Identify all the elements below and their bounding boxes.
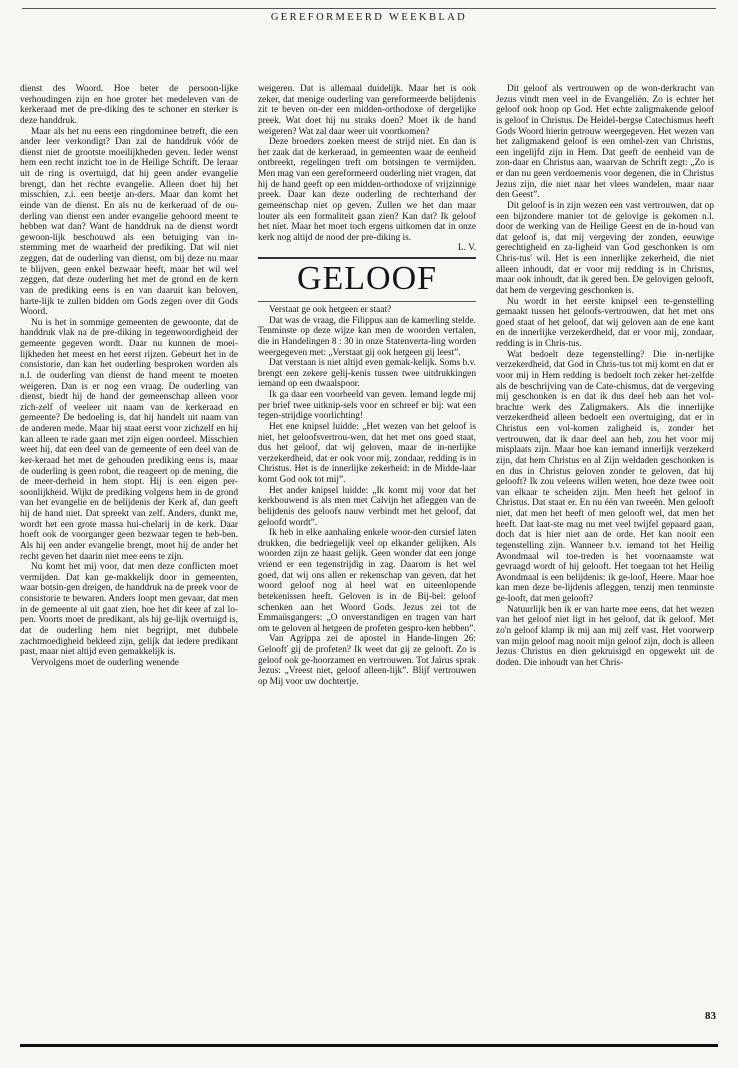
paragraph: Ik heb in elke aanhaling enkele woor-den cursief laten drukken, die bedriegelijk veel op elkander gelijken. Als woorden zijn ze haast gelijk. Geen wonder dat een jonge vriend er een tegenstrijdig in zag. Daarom is het wel goed, dat wij ons allen er rekenschap van geven, dat het woord geloof nog al heel wat en uiteenlopende betekenissen heeft. Geloven is in de Bij-bel: geloof schenken aan het Woord Gods. Jezus zei tot de Emmaüsgangers: „O onverstandigen en tragen van hart om te geloven al hetgeen de profeten gespro-ken hebben”. [258, 528, 476, 634]
paragraph: Ik ga daar een voorbeeld van geven. Iemand legde mij per brief twee uitknip-sels voor en schreef er bij: wat een tegen-strijdige voorlichting! [258, 390, 476, 422]
paragraph: Wat bedoelt deze tegenstelling? Die in-nerlijke verzekerdheid, dat God in Chris-tus tot mij komt en dat er voor mij in Hem redding is bedoelt toch zeker het-zelfde als de beschrijving van de Cate-chismus, dat de vergeving mij geschonken is en dat ik dus deel heb aan het vol-brachte werk des Zaligmakers. Als die innerlijke verzekerdheid alleen bedoelt een overtuiging, dat er in Christus een vol-komen zaligheid is, zonder het vertrouwen, dat ik daar deel aan heb, zou het voor mij misplaats zijn. Maar hoe kan iemand innerlijk verzekerd zijn, dat hem Christus en al Zijn weldaden geschonken is en dus in Christus geloven zonder te geloven, dat hij gelooft? Ik zou veleens willen weten, hoe deze twee ooit van elkaar te scheiden zijn. Men heeft het geloof in Christus. Dat staat er. En nu één van tweeën. Men gelooft niet, dat men het heeft of men gelooft wel, dat men het heeft. Dat laat-ste mag nu met veel twijfel gepaard gaan, doch dat is hier niet aan de orde. Het kan nooit een tegenstelling zijn. Wanneer b.v. iemand tot het Heilig Avondmaal wil toe-treden is het voornaamste wat gevraagd wordt of hij gelooft. Het toegaan tot het Heilig Avondmaal is een belijdenis: ik ge-loof, Heere. Maar hoe kan men deze be-lijdenis afleggen, tenzij men tenminste ge-looft, dat men gelooft? [496, 349, 714, 604]
paragraph: Van Agrippa zei de apostel in Hande-lingen 26: Geloofť gij de profeten? Ik weet dat gij ze gelooft. Zo is geloof ook ge-hoorzamen en vertrouwen. Tot Jaïrus sprak Jezus: „Vreest niet, geloof alleen-lijk”. Blijf vertrouwen op Mij voor uw dochtertje. [258, 634, 476, 687]
paragraph: Het ander knipsel luidde: „Ik komt mij voor dat het kerkbouwend is als men met Calvijn het afleggen van de belijdenis des geloofs nauw verbindt met het geloof, dat geloofd wordt”. [258, 485, 476, 528]
page-number: 83 [705, 1010, 716, 1022]
paragraph: Dit geloof is in zijn wezen een vast vertrouwen, dat op een bijzondere manier tot de gelovige is gekomen n.l. door de werking van de Heilige Geest en de in-houd van dat geloof is, dat mij vergeving der zonden, eeuwige gerechtigheid en za-ligheid van God geschonken is om Chris-tus' wil. Het is een innerlijke zekerheid, die niet alleen inhoudt, dat er voor mij redding is in Christus, maar ook inhoudt, dat ik gered ben. De gelovigen gelooft, dat hem de vergeving geschonken is. [496, 200, 714, 296]
running-header: GEREFORMEERD WEEKBLAD [270, 12, 468, 23]
column-2 [258, 84, 476, 688]
paragraph: Dat was de vraag, die Filippus aan de kamerling stelde. Tenminste op deze wijze kan men de woorden vertalen, die in Handelingen 8 : 30 in onze Statenverta-ling worden weergegeven met: „Verstaat gij ook hetgeen gij leest”. [258, 315, 476, 358]
paragraph: Dat verstaan is niet altijd even gemak-kelijk. Soms b.v. brengt een zekere gelij-kenis tussen twee uitdrukkingen iemand op een dwaalspoor. [258, 358, 476, 390]
paragraph: Nu wordt in het eerste knipsel een te-genstelling gemaakt tussen het geloofs-vertrouwen, dat het met ons goed staat of het geloof, dat wij geloven aan de ene kant en de innerlijke verzekerdheid, dat er voor mij, zondaar, redding is in Chris-tus. [496, 296, 714, 349]
paragraph: Deze broeders zoeken meest de strijd niet. En dan is het zaak dat de kerkeraad, in gemeenten waar de eenheid ontbreekt, regelingen treft om botsingen te vermijden. Men mag van een gereformeerd ouderling niet vragen, dat hij de hand geeft op een midden-orthodoxe of vrijzinnige preek. Daar kan deze ouderling de rechterhand der gemeenschap niet op geven. Zullen we het dan maar louter als een formaliteit gaan zien? Kan dat? Ik geloof het niet. Maar het moet toch ergens uitkomen dat in onze kerk nog altijd de nood der pre-diking is. [258, 137, 476, 243]
column-3 [496, 84, 714, 668]
paragraph: Nu komt het mij voor, dat men deze conflicten moet vermijden. Dat kan ge-makkelijk door in gemeenten, waar botsin-gen dreigen, de handdruk na de preek voor de consistorie te bewaren. Anders loopt men gevaar, dat men in de gemeente al uit gaat zien, hoe het dit keer af zal lo-pen. Voorts moet de predikant, als hij ge-lijk overtuigd is, dat de ouderling hem niet begrijpt, met dubbele zachtmoedigheid bekleed zijn, gelijk dat iedere predikant past, maar niet altijd even gemakkelijk is. [20, 562, 238, 658]
article-title: GELOOF [296, 260, 438, 297]
footer-rule [20, 1044, 718, 1047]
paragraph: Nu is het in sommige gemeenten de gewoonte, dat de handdruk vlak na de pre-diking in tegenwoordigheid der gemeente gegeven wordt. Daar nu kunnen de moei-lijkheden het meest en het eerst rijzen. Gebeurt het in de consistorie, dan kan het ouderling besproken worden als n.l. de ouderling van dienst de hand meent te moeten weigeren. Dan is er nog een vraag. De ouderling van dienst, biedt hij de hand der gemeenschap alleen voor zich-zelf of veeleer uit naam van de kerkeraad en gemeente? De bedoeling is, dat hij handelt uit naam van de anderen mede. Maar hij staat eerst voor zichzelf en hij kan alleen te rade gaan met zijn eigen oordeel. Misschien weet hij, dat een deel van de gemeente of een deel van de ker-keraad het met de gehouden prediking eens is, maar de ouderling is geen robot, die reageert op de mening, die de meer-derheid in hem stopt. Hij is een eigen per-soonlijkheid. Wijkt de prediking volgens hem in de grond van het evangelie en de belijdenis der Kerk af, dan geeft hij de hand niet. Dat spreekt van zelf. Anders, dunkt me, wordt het een grote massa hui-chelarij in de kerk. Daar hoeft ook de voorganger geen bezwaar tegen te heb-ben. Als hij een ander evangelie brengt, moet hij de ander het recht geven het daarin niet mee eens te zijn. [20, 317, 238, 562]
author-signature: L. V. [457, 243, 476, 254]
paragraph: Het ene knipsel luidde: „Het wezen van het geloof is niet, het geloofsvertrou-wen, dat het met ons goed staat, dus het geloof, dat wij geloven, maar de in-nerlijke verzekerdheid, dat er ook voor mij, zondaar, redding is in Christus. Het is de innerlijke zekerheid: in de Midde-laar komt God ook tot mij”. [258, 421, 476, 485]
paragraph: Verstaat ge ook hetgeen er staat? [269, 305, 392, 315]
paragraph: Maar als het nu eens een ringdominee betreft, die een ander leer verkondigt? Dan zal de handdruk vóór de dienst niet de grootste moeilijkheden geven. Ieder wenst hem een recht inzicht toe in de Heilige Schrift. De leraar uit de ring is overtuigd, dat hij geen ander evangelie brengt, dan het rechte evangelie. Alleen doet hij het misschien, z.i. een beetje an-ders. Maar dan komt het einde van de dienst. En als nu de kerkeraad of de ou-derling van dienst een ander evangelie gehoord meent te hebben wat dan? Want de handdruk na de dienst wordt gewoon-lijk beschouwd als een betuiging van in-stemming met de waarheid der prediking. Dat wil niet zeggen, dat de ouderling van dienst, om bij deze nu maar te blijven, geen enkel bezwaar heeft, maar het wil wel zeggen, dat deze ouderling het met de grond en de kern van de prediking eens is en van daaruit kan beloven, harte-lijk te zullen bidden om Gods zegen over dit Gods Woord. [20, 126, 238, 318]
paragraph: weigeren. Dat is allemaal duidelijk. Maar het is ook zeker, dat menige ouderling van gereformeerde belijdenis zit te beven on-der een midden-orthodoxe of dergelijke preek. Wat doet hij nu straks doen? Moet ik de hand weigeren? Wat zal daar weer uit voortkomen? [258, 84, 476, 137]
column-1 [20, 84, 238, 668]
article-title-box [258, 257, 476, 302]
paragraph: Dit geloof als vertrouwen op de won-derkracht van Jezus vindt men veel in de Evangeliën. Zo is echter het geloof ook hoop op God. Het echte zaligmakende geloof is geloof in Christus. De Heidel-bergse Catechismus heeft Gods Woord hierin getrouw weergegeven. Het wezen van het zaligmakend geloof is een omhel-zen van Christus, een ingelijfd zijn in Hem. Dat geeft de eenheid van de zon-daar en Christus aan, waarvan de Schrift zegt: „Zo is er dan nu geen verdoemenis voor degenen, die in Christus Jezus zijn, die niet naar het vlees wandelen, maar naar den Geest”. [496, 84, 714, 201]
paragraph: dienst des Woord. Hoe beter de persoon-lijke verhoudingen zijn en hoe groter het medeleven van de kerkeraad met de pre-diking des te schoner en sterker is deze handdruk. [20, 84, 238, 126]
paragraph: Vervolgens moet de ouderling wenende [31, 657, 179, 668]
paragraph: Natuurlijk ben ik er van harte mee eens, dat het wezen van het geloof niet ligt in het geloof, dat ik geloof. Met zo'n geloof klamp ik mij aan mij zelf vast. Het voorwerp van mijn geloof mag nooit mijn geloof zijn, doch is alleen Jezus Christus en dien gekruisigd en opgewekt uit de doden. Die inhoudt van het Chris- [496, 604, 714, 668]
header-rule [22, 8, 716, 9]
signature-line [258, 243, 476, 254]
